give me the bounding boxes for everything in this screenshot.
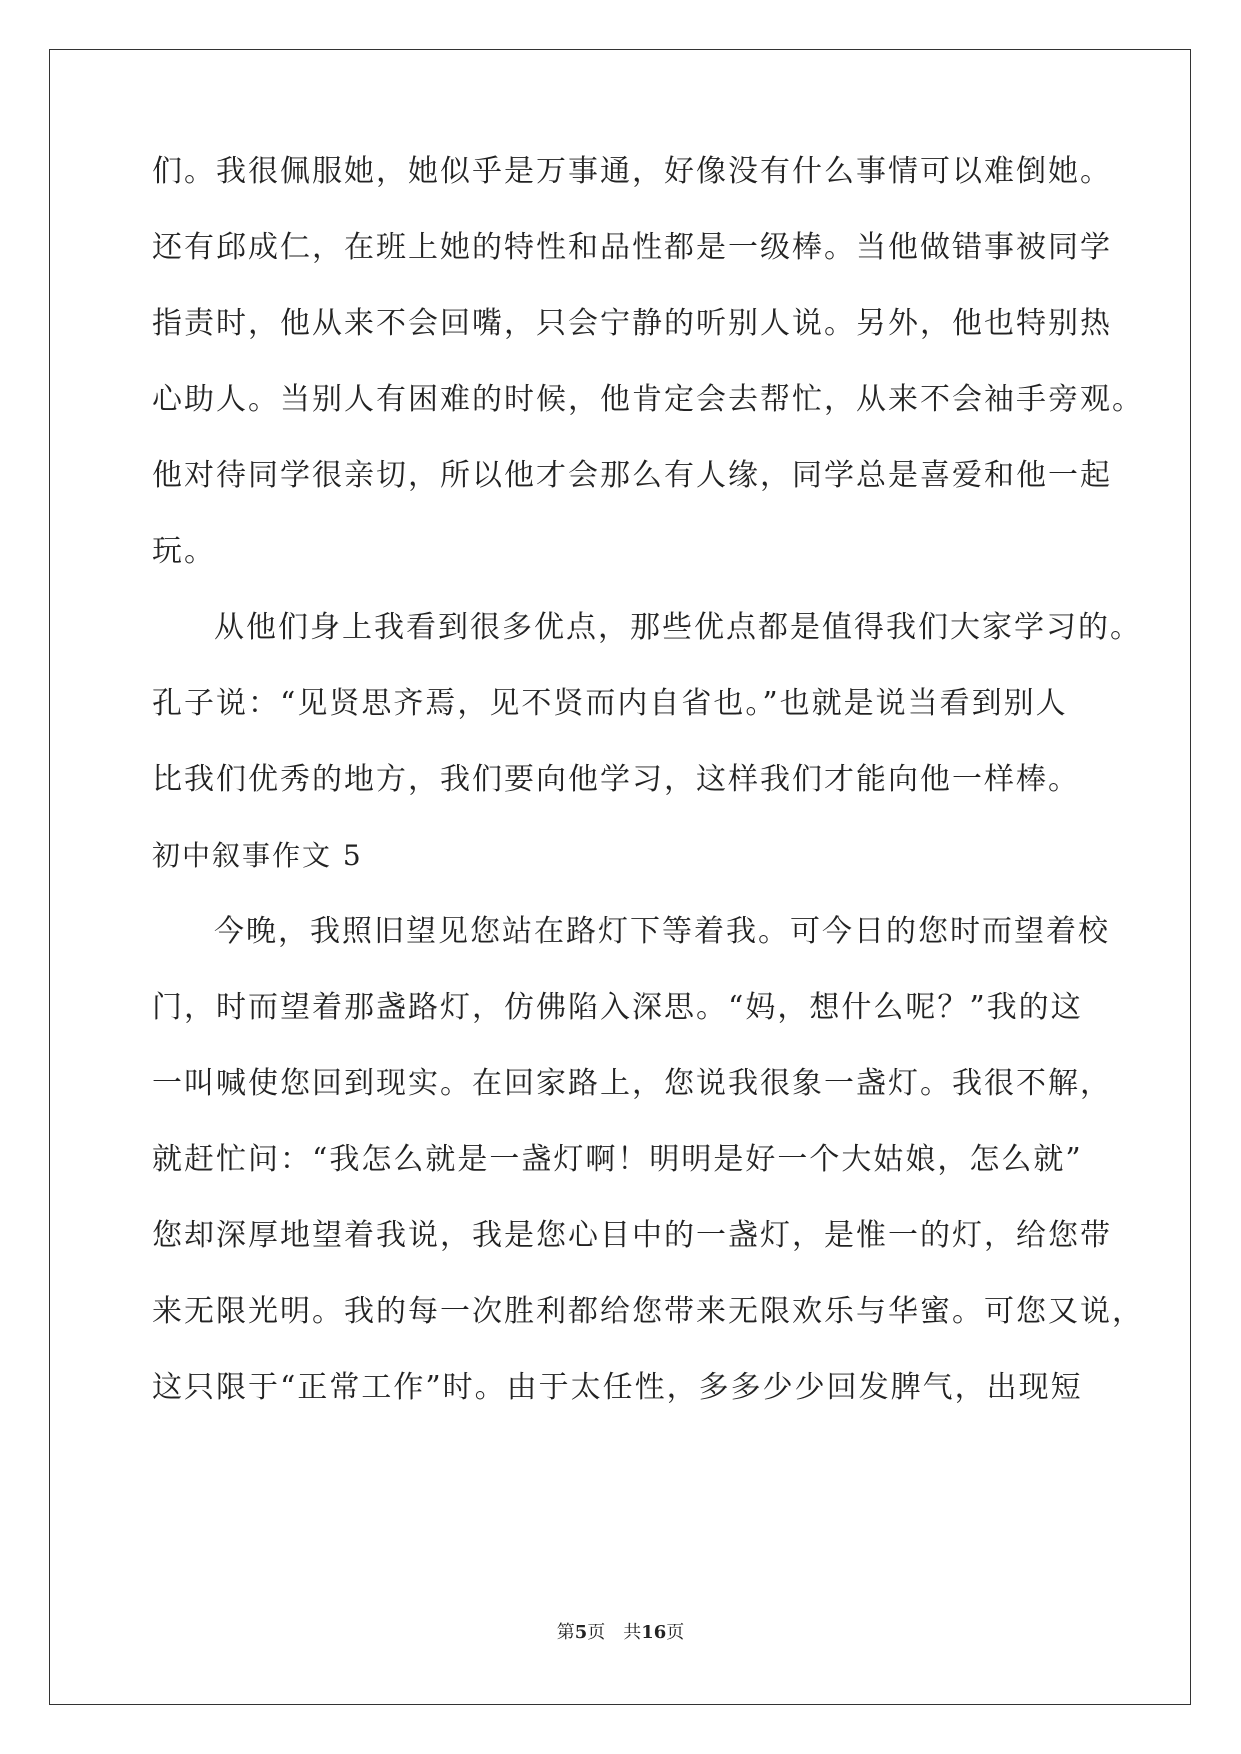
text-line: 一叫喊使您回到现实。在回家路上，您说我很象一盏灯。我很不解，	[152, 1066, 1112, 1101]
text-line: 孔子说：“见贤思齐焉，见不贤而内自省也。”也就是说当看到别人	[152, 686, 1068, 721]
footer-total-suffix: 页	[666, 1622, 685, 1643]
text-line: 还有邱成仁，在班上她的特性和品性都是一级棒。当他做错事被同学	[152, 230, 1112, 265]
paragraph-start-line: 今晚，我照旧望见您站在路灯下等着我。可今日的您时而望着校	[214, 914, 1110, 949]
footer-total-prefix: 共	[623, 1622, 642, 1643]
page-footer	[0, 1618, 1241, 1644]
text-line: 指责时，他从来不会回嘴，只会宁静的听别人说。另外，他也特别热	[152, 306, 1112, 341]
text-line: 他对待同学很亲切，所以他才会那么有人缘，同学总是喜爱和他一起	[152, 458, 1112, 493]
section-heading: 初中叙事作文 5	[152, 839, 363, 872]
footer-page-suffix: 页	[587, 1622, 606, 1643]
text-line: 门，时而望着那盏路灯，仿佛陷入深思。“妈，想什么呢？”我的这	[152, 990, 1083, 1025]
text-line: 玩。	[152, 534, 216, 569]
text-line: 就赶忙问：“我怎么就是一盏灯啊！明明是好一个大姑娘，怎么就”	[152, 1142, 1083, 1177]
text-line: 来无限光明。我的每一次胜利都给您带来无限欢乐与华蜜。可您又说，	[152, 1294, 1144, 1329]
footer-prefix: 第	[556, 1622, 575, 1643]
text-line: 们。我很佩服她，她似乎是万事通，好像没有什么事情可以难倒她。	[152, 154, 1112, 189]
paragraph-start-line: 从他们身上我看到很多优点，那些优点都是值得我们大家学习的。	[214, 610, 1142, 645]
text-line: 这只限于“正常工作”时。由于太任性，多多少少回发脾气，出现短	[152, 1370, 1083, 1405]
text-line: 您却深厚地望着我说，我是您心目中的一盏灯，是惟一的灯，给您带	[152, 1218, 1112, 1253]
text-line: 心助人。当别人有困难的时候，他肯定会去帮忙，从来不会袖手旁观。	[152, 382, 1144, 417]
total-pages: 16	[641, 1622, 667, 1643]
page-number: 5	[574, 1622, 588, 1643]
text-line: 比我们优秀的地方，我们要向他学习，这样我们才能向他一样棒。	[152, 762, 1080, 797]
